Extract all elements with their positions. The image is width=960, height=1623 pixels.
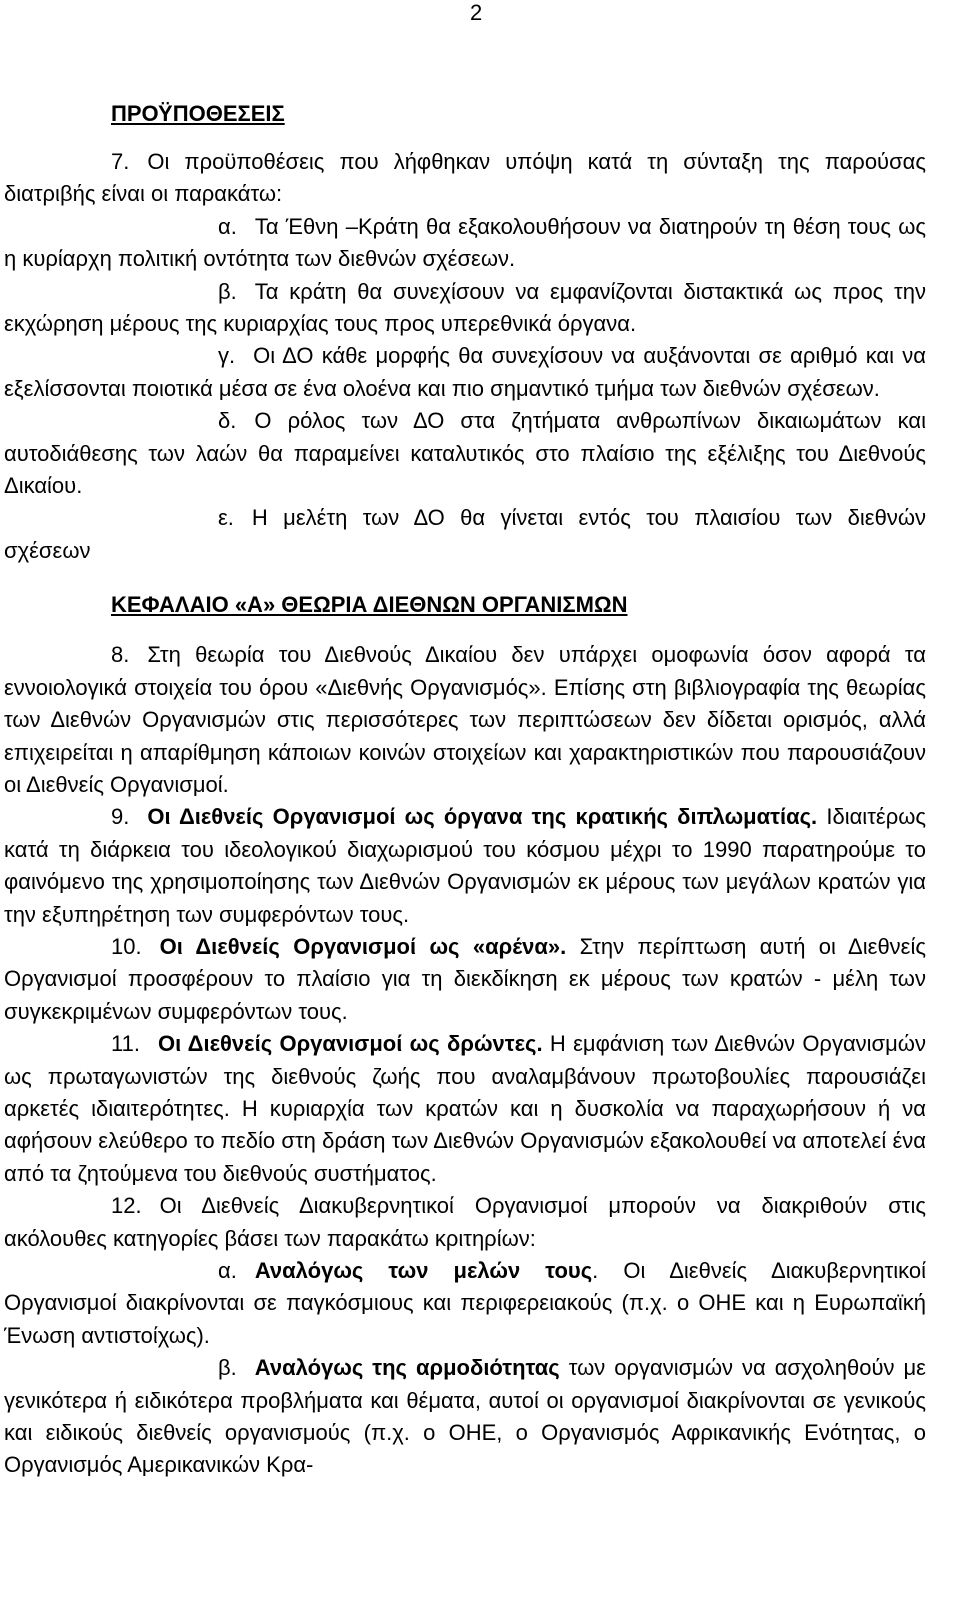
list-item-label: γ. — [218, 343, 236, 369]
list-item-label: δ. — [218, 408, 237, 434]
paragraph-7 — [4, 146, 926, 211]
paragraph-8 — [4, 639, 926, 801]
list-item-e — [4, 502, 926, 567]
paragraph-text: Στη θεωρία του Διεθνούς Δικαίου δεν υπάρχει ομοφωνία όσον αφορά τα εννοιολογικά στοιχεία του όρου «Διεθνής Οργανισμός». Επίσης στη βιβλιογραφία της θεωρίας των Διεθνών Οργανισμών στις περισσότερες των περιπτώσεων δεν δίδεται ορισμός, αλλά επιχειρείται η απαρίθμηση κάποιων κοινών στοιχείων και χαρακτηριστικών που παρουσιάζουν οι Διεθνείς Οργανισμοί. — [4, 642, 926, 797]
list-item-text: Ο ρόλος των ΔΟ στα ζητήματα ανθρωπίνων δικαιωμάτων και αυτοδιάθεσης των λαών θα παραμείνει καταλυτικός στο πλαίσιο της εξέλιξης του Διεθνούς Δικαίου. — [4, 408, 926, 499]
list-item-label: β. — [218, 278, 237, 304]
list-item-text: Τα κράτη θα συνεχίσουν να εμφανίζονται διστακτικά ως προς την εκχώρηση μέρους της κυριαρχίας τους προς υπερεθνικά όργανα. — [4, 278, 926, 337]
paragraph-10 — [4, 931, 926, 1028]
paragraph-text: των οργανισμών να ασχοληθούν με γενικότερα ή ειδικότερα προβλήματα και θέματα, αυτοί οι οργανισμοί διακρίνονται σε γενικούς και ειδικούς διεθνείς οργανισμούς (π.χ. ο ΟΗΕ, ο Οργανισμός Αφρικανικής Ενότητας, ο Οργανισμός Αμερικανικών Κρα- — [4, 1355, 926, 1478]
paragraph-number: 7. — [111, 149, 130, 174]
paragraph-text: Η εμφάνιση των Διεθνών Οργανισμών ως πρωταγωνιστών της διεθνούς ζωής που αναλαμβάνουν πρωτοβουλίες παρουσιάζει αρκετές ιδιαιτερότητες. Η κυριαρχία των κρατών και η δυσκολία να παραχωρήσουν ή να αφήσουν ελεύθερο το πεδίο στη δράση των Διεθνών Οργανισμών εξακολουθεί να αποτελεί ένα από τα ζητούμενα του διεθνούς συστήματος. — [4, 1031, 926, 1186]
paragraph-12 — [4, 1190, 926, 1255]
paragraph-title: Οι Διεθνείς Οργανισμοί ως όργανα της κρατικής διπλωματίας. — [147, 804, 818, 830]
paragraph-number: 8. — [111, 642, 130, 668]
list-item-label: ε. — [218, 505, 234, 531]
chapter-heading: ΚΕΦΑΛΑΙΟ «Α» ΘΕΩΡΙΑ ΔΙΕΘΝΩΝ ΟΡΓΑΝΙΣΜΩΝ — [111, 592, 628, 618]
list-item-text: Τα Έθνη –Κράτη θα εξακολουθήσουν να διατηρούν τη θέση τους ως η κυρίαρχη πολιτική οντότητα των διεθνών σχέσεων. — [4, 213, 926, 272]
paragraph-number: 11. — [111, 1031, 140, 1057]
list-item-a — [4, 211, 926, 276]
list-item-d — [4, 405, 926, 502]
paragraph-text: Στην περίπτωση αυτή οι Διεθνείς Οργανισμοί προσφέρουν το πλαίσιο για τη διεκδίκηση εκ μέρους των κρατών - μέλη των συγκεκριμένων συμφερόντων τους. — [4, 933, 926, 1024]
paragraph-title: Οι Διεθνείς Οργανισμοί ως δρώντες. — [157, 1031, 543, 1057]
paragraph-11 — [4, 1028, 926, 1190]
list-item-label: α. — [218, 1258, 237, 1283]
paragraph-number: 12. — [111, 1193, 142, 1219]
list-item-text: Οι ΔΟ κάθε μορφής θα συνεχίσουν να αυξάνονται σε αριθμό και να εξελίσσονται ποιοτικά μέσα σε ένα ολοένα και πιο σημαντικό τμήμα των διεθνών σχέσεων. — [4, 343, 926, 401]
list-item-text: Η μελέτη των ΔΟ θα γίνεται εντός του πλαισίου των διεθνών σχέσεων — [4, 505, 926, 563]
page-number: 2 — [470, 0, 483, 25]
list-item-b — [4, 276, 926, 341]
section-heading-prerequisites: ΠΡΟΫΠΟΘΕΣΕΙΣ — [111, 101, 285, 126]
paragraph-12-b — [4, 1352, 926, 1482]
list-item-label: α. — [218, 213, 237, 239]
list-item-label: β. — [218, 1355, 237, 1381]
paragraph-12-a — [4, 1255, 926, 1352]
paragraph-number: 10. — [111, 933, 142, 959]
paragraph-number: 9. — [111, 804, 130, 830]
paragraph-title: Αναλόγως της αρμοδιότητας — [254, 1355, 560, 1381]
paragraph-text: Οι Διεθνείς Διακυβερνητικοί Οργανισμοί μπορούν να διακριθούν στις ακόλουθες κατηγορίες βάσει των παρακάτω κριτηρίων: — [4, 1193, 926, 1251]
list-item-c — [4, 340, 926, 405]
paragraph-title: Αναλόγως των μελών τους — [254, 1258, 593, 1283]
paragraph-text: Ιδιαιτέρως κατά τη διάρκεια του ιδεολογικού διαχωρισμού του κόσμου μέχρι το 1990 παρατηρούμε το φαινόμενο της χρησιμοποίησης των Διεθνών Οργανισμών εκ μέρους των μεγάλων κρατών για την εξυπηρέτηση των συμφερόντων τους. — [4, 804, 926, 927]
paragraph-9 — [4, 801, 926, 931]
document-body — [4, 96, 926, 1482]
paragraph-text: Οι προϋποθέσεις που λήφθηκαν υπόψη κατά τη σύνταξη της παρούσας διατριβής είναι οι παρακάτω: — [4, 149, 926, 207]
paragraph-text: . Οι Διεθνείς Διακυβερνητικοί Οργανισμοί διακρίνονται σε παγκόσμιους και περιφερειακούς (π.χ. ο ΟΗΕ και η Ευρωπαϊκή Ένωση αντιστοίχως). — [4, 1258, 926, 1348]
paragraph-title: Οι Διεθνείς Οργανισμοί ως «αρένα». — [159, 933, 567, 959]
